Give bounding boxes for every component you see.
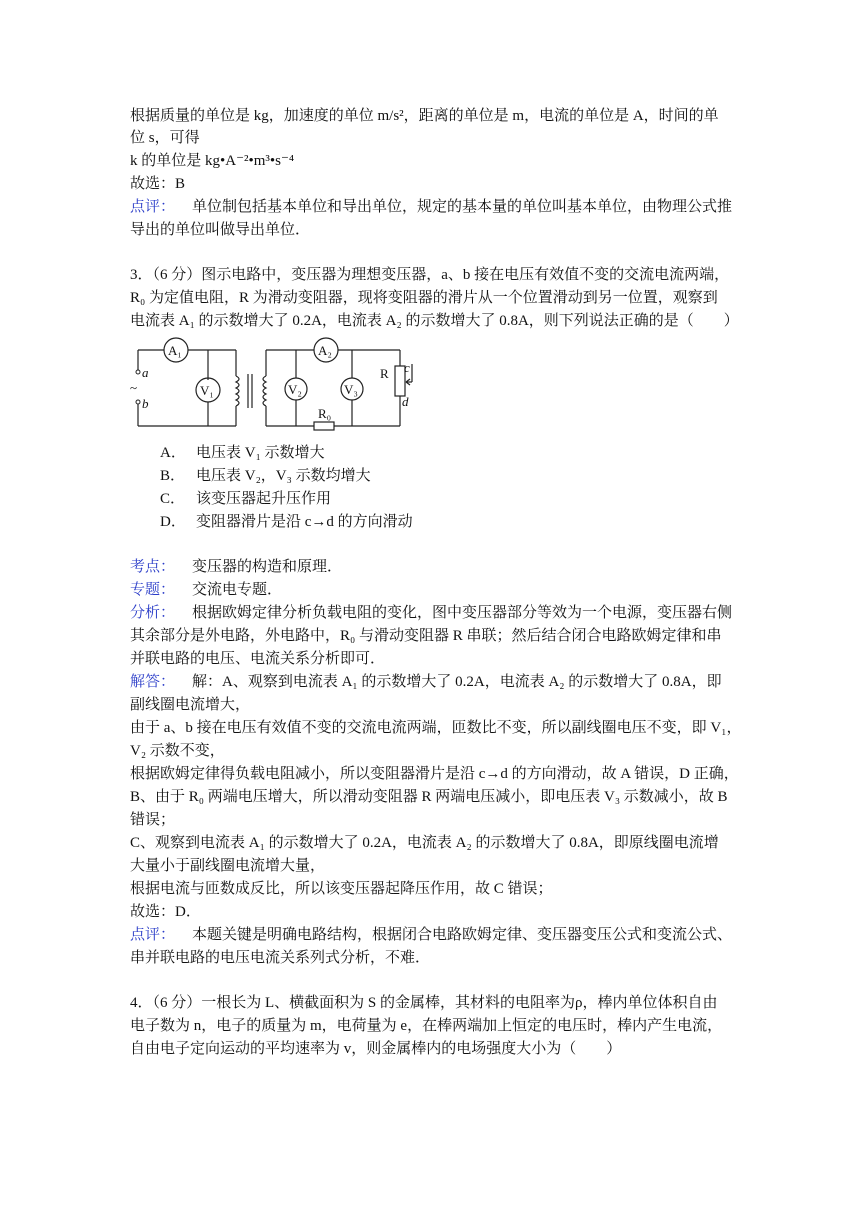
jieda-line-4: V₂ 示数不变， — [130, 743, 225, 759]
option-text: 该变压器起升压作用 — [196, 491, 332, 507]
ac-source-symbol: ~ — [130, 380, 138, 395]
zhuanti-label: 专题： — [130, 582, 176, 598]
zhuanti-row — [130, 580, 282, 600]
option-letter: A． — [160, 445, 186, 461]
q3-stem-line-2: R₀ 为定值电阻，R 为滑动变阻器，现将变阻器的滑片从一个位置滑动到另一位置，观察到 — [130, 290, 718, 306]
jieda-line-9: 大量小于副线圈电流增大量， — [130, 858, 326, 874]
jieda-line-3: 由于 a、b 接在电压有效值不变的交流电流两端，匝数比不变，所以副线圈电压不变，即 V₁， — [130, 720, 742, 736]
q4-stem-line-2: 电子数为 n，电子的质量为 m，电荷量为 e，在棒两端加上恒定的电压时，棒内产生电流， — [130, 1018, 723, 1034]
jieda-line-2: 副线圈电流增大， — [130, 697, 251, 713]
option-letter: B． — [160, 468, 186, 484]
jieda-line-10: 根据电流与匝数成反比，所以该变压器起降压作用，故 C 错误； — [130, 881, 553, 897]
fenxi-label: 分析： — [130, 605, 176, 621]
prev-comment — [130, 197, 732, 217]
option-letter: C． — [160, 491, 186, 507]
prev-answer: 故选：B — [130, 176, 186, 192]
q4-stem-line-3: 自由电子定向运动的平均速率为 v，则金属棒内的电场强度大小为（ ） — [130, 1041, 622, 1057]
jieda-answer: 故选：D． — [130, 904, 201, 920]
ammeter-a2-label: A₂ — [318, 343, 332, 358]
fenxi-line-3: 并联电路的电压、电流关系分析即可． — [130, 651, 386, 667]
jieda-line-5: 根据欧姆定律得负载电阻减小，所以变阻器滑片是沿 c→d 的方向滑动，故 A 错误，D 正确， — [130, 766, 739, 782]
jieda-line-6: B、由于 R₀ 两端电压增大，所以滑动变阻器 R 两端电压减小，即电压表 V₃ 示数减小，故 B — [130, 789, 728, 805]
dianping-text: 本题关键是明确电路结构，根据闭合电路欧姆定律、变压器变压公式和变流公式、 — [192, 927, 733, 943]
kaodian-text: 变压器的构造和原理． — [192, 559, 343, 575]
rheostat-label: R — [380, 366, 389, 381]
circuit-diagram — [128, 336, 418, 438]
jieda-label: 解答： — [130, 674, 176, 690]
prev-comment-line-2: 导出的单位叫做导出单位． — [130, 222, 311, 238]
dianping-label: 点评： — [130, 927, 176, 943]
prev-text-line-2: 位 s，可得 — [130, 130, 200, 146]
dianping-line-2: 串并联电路的电压电流关系列式分析，不难． — [130, 950, 431, 966]
fenxi-line-2: 其余部分是外电路，外电路中，R₀ 与滑动变阻器 R 串联；然后结合闭合电路欧姆定律和串 — [130, 628, 722, 644]
slider-end-d-label: d — [402, 394, 409, 409]
prev-text-line-1: 根据质量的单位是 kg，加速度的单位 m/s²，距离的单位是 m，电流的单位是 A，时间的单 — [130, 108, 719, 124]
q3-stem-line-3: 电流表 A₁ 的示数增大了 0.2A，电流表 A₂ 的示数增大了 0.8A，则下列说法正确的是（ ） — [130, 313, 739, 329]
kaodian-label: 考点： — [130, 559, 176, 575]
q4-stem-line-1: 4．（6 分）一根长为 L、横截面积为 S 的金属棒，其材料的电阻率为ρ，棒内单位体积自由 — [130, 995, 718, 1011]
jieda-line-7: 错误； — [130, 812, 176, 828]
option-text: 变阻器滑片是沿 c→d 的方向滑动 — [196, 514, 413, 530]
option-d — [160, 512, 413, 532]
comment-text: 单位制包括基本单位和导出单位，规定的基本量的单位叫基本单位，由物理公式推 — [192, 199, 733, 215]
voltmeter-v2-label: V₂ — [288, 382, 302, 397]
option-a — [160, 443, 325, 463]
comment-label: 点评： — [130, 199, 176, 215]
resistor-r0-label: R₀ — [318, 406, 332, 421]
q3-stem-line-1: 3．（6 分）图示电路中，变压器为理想变压器，a、b 接在电压有效值不变的交流电流两端， — [130, 267, 730, 283]
zhuanti-text: 交流电专题． — [192, 582, 283, 598]
terminal-b-label: b — [142, 396, 149, 411]
dianping-row — [130, 925, 732, 945]
option-text: 电压表 V₂，V₃ 示数均增大 — [196, 468, 371, 484]
terminal-a-label: a — [142, 365, 149, 380]
jieda-line-8: C、观察到电流表 A₁ 的示数增大了 0.2A，电流表 A₂ 的示数增大了 0.8A，即原线圈电流增 — [130, 835, 719, 851]
prev-text-line-3: k 的单位是 kg•A⁻²•m³•s⁻⁴ — [130, 153, 295, 169]
option-c — [160, 489, 331, 509]
voltmeter-v1-label: V₁ — [200, 383, 214, 398]
ammeter-a1-label: A₁ — [168, 343, 182, 358]
option-letter: D． — [160, 514, 186, 530]
option-text: 电压表 V₁ 示数增大 — [196, 445, 325, 461]
jieda-text: 解：A、观察到电流表 A₁ 的示数增大了 0.2A，电流表 A₂ 的示数增大了 0.8A，即 — [192, 674, 722, 690]
option-b — [160, 466, 371, 486]
voltmeter-v3-label: V₃ — [344, 382, 358, 397]
fenxi-row — [130, 603, 732, 623]
fenxi-text: 根据欧姆定律分析负载电阻的变化，图中变压器部分等效为一个电源，变压器右侧 — [192, 605, 733, 621]
slider-end-c-label: c — [404, 360, 410, 375]
jieda-row — [130, 672, 722, 692]
kaodian-row — [130, 557, 342, 577]
